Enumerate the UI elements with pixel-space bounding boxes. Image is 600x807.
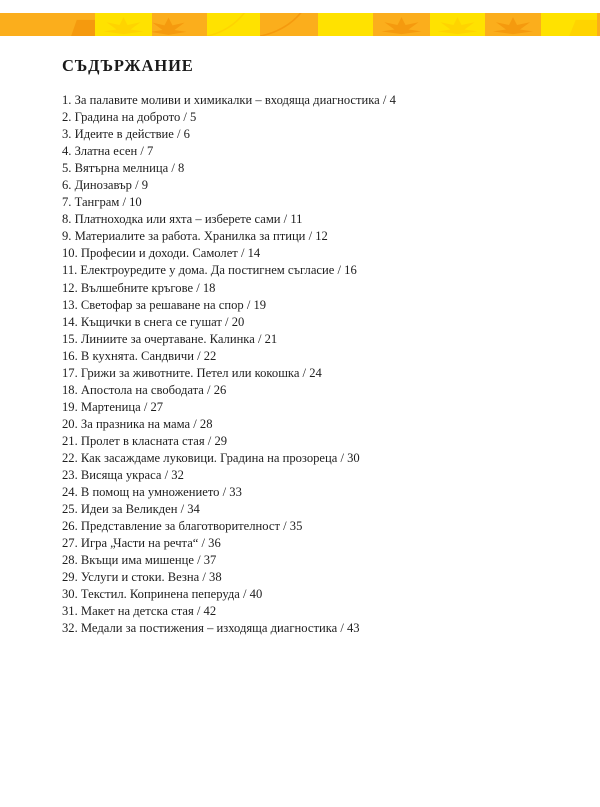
toc-entry: 11. Електроуредите у дома. Да постигнем съгласие / 16: [62, 263, 357, 278]
toc-entry: 6. Динозавър / 9: [62, 178, 149, 193]
toc-entry: 13. Светофар за решаване на спор / 19: [62, 297, 267, 312]
toc-entry: 20. За празника на мама / 28: [62, 416, 213, 431]
toc-entry: 16. В кухнята. Сандвичи / 22: [62, 348, 217, 363]
toc-entry: 30. Текстил. Копринена пеперуда / 40: [62, 587, 263, 602]
toc-entry: 22. Как засаждаме луковици. Градина на прозореца / 30: [62, 450, 360, 465]
toc-entry: 4. Златна есен / 7: [62, 144, 154, 159]
toc-entry: 2. Градина на доброто / 5: [62, 110, 197, 125]
toc-entry: 12. Вълшебните кръгове / 18: [62, 280, 216, 295]
toc-entry: 9. Материалите за работа. Хранилка за птици / 12: [62, 229, 328, 244]
toc-entry: 29. Услуги и стоки. Везна / 38: [62, 570, 222, 585]
toc-entry: 26. Представление за благотворителност / 35: [62, 519, 303, 534]
toc-entry: 23. Висяща украса / 32: [62, 468, 184, 483]
toc-entry: 5. Вятърна мелница / 8: [62, 161, 185, 176]
toc-entry: 32. Медали за постижения – изходяща диагностика / 43: [62, 621, 360, 636]
toc-entry: 1. За палавите моливи и химикалки – входяща диагностика / 4: [62, 93, 396, 107]
toc-entry: 14. Къщички в снега се гушат / 20: [62, 314, 245, 329]
toc-entry: 8. Платноходка или яхта – изберете сами / 11: [62, 212, 303, 227]
toc-entry: 19. Мартеница / 27: [62, 399, 164, 414]
toc-entry: 15. Линиите за очертаване. Калинка / 21: [62, 331, 278, 346]
toc-entry: 3. Идеите в действие / 6: [62, 127, 190, 142]
toc-entry: 10. Професии и доходи. Самолет / 14: [62, 246, 261, 261]
toc-entry: 25. Идеи за Великден / 34: [62, 502, 200, 517]
page-title: СЪДЪРЖАНИЕ: [62, 56, 194, 75]
toc-entry: 18. Апостола на свободата / 26: [62, 382, 227, 397]
toc-entry: 7. Танграм / 10: [62, 195, 142, 210]
toc-entry: 21. Пролет в класната стая / 29: [62, 433, 228, 448]
table-of-contents-list: [62, 92, 562, 638]
toc-entry: 27. Игра „Части на речта“ / 36: [62, 536, 221, 551]
toc-entry: 28. Вкъщи има мишенце / 37: [62, 553, 217, 568]
toc-entry: 17. Грижи за животните. Петел или кокошка / 24: [62, 365, 322, 380]
toc-entry: 31. Макет на детска стая / 42: [62, 604, 217, 619]
toc-entry: 24. В помощ на умножението / 33: [62, 485, 242, 500]
